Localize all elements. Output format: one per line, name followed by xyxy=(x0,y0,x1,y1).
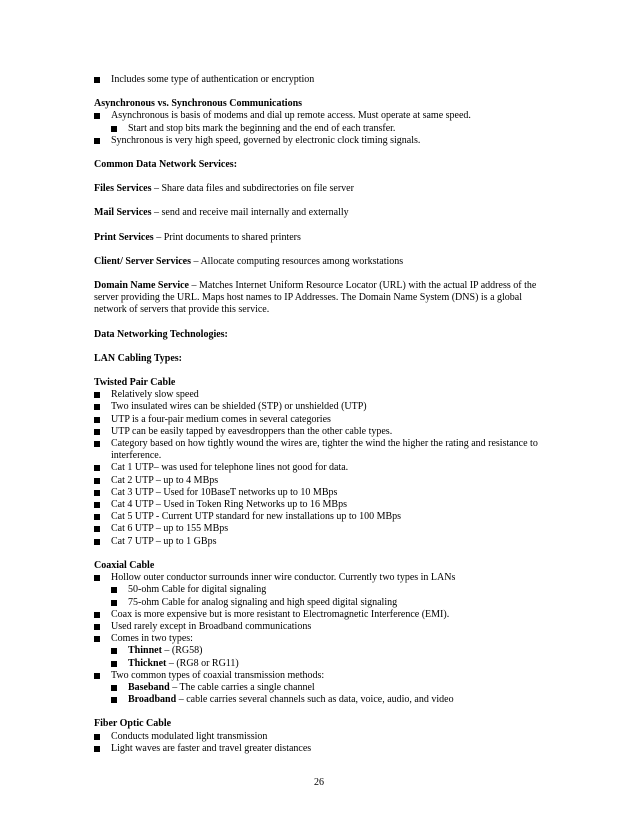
definition-paragraph xyxy=(94,232,544,244)
section-heading: Data Networking Technologies: xyxy=(94,328,228,340)
bullet-item: Cat 1 UTP– was used for telephone lines not good for data. xyxy=(94,462,544,474)
definition-text: – Matches Internet Uniform Resource Locator (URL) with the actual IP address of the server providing the URL. Maps host names to IP Addresses. The Domain Name System (DNS) is a global network of servers that provide this service. xyxy=(94,280,537,316)
bullet-item: UTP can be easily tapped by eavesdroppers than the other cable types. xyxy=(94,426,544,438)
definition-text: – The cable carries a single channel xyxy=(169,681,315,693)
sub-bullet-item xyxy=(94,694,544,706)
definition-paragraph xyxy=(94,207,544,219)
definition-term: Mail Services xyxy=(94,207,152,219)
sub-bullet-item: Start and stop bits mark the beginning and the end of each transfer. xyxy=(94,123,544,135)
definition-term: Domain Name Service xyxy=(94,280,189,292)
bullet-item: Cat 7 UTP – up to 1 GBps xyxy=(94,536,544,548)
bullet-item: Category based on how tightly wound the wires are, tighter the wind the higher the rating and resistance to interference. xyxy=(94,438,544,462)
bullet-item: Used rarely except in Broadband communications xyxy=(94,621,544,633)
section-heading: LAN Cabling Types: xyxy=(94,352,182,364)
definition-text: – (RG8 or RG11) xyxy=(166,657,239,669)
definition-text: – (RG58) xyxy=(161,645,203,657)
bullet-item: Conducts modulated light transmission xyxy=(94,731,544,743)
definition-term: Broadband xyxy=(128,694,177,706)
bullet-item: Cat 2 UTP – up to 4 MBps xyxy=(94,475,544,487)
bullet-item: Cat 3 UTP – Used for 10BaseT networks up to 10 MBps xyxy=(94,487,544,499)
definition-term: Files Services xyxy=(94,183,152,195)
bullet-item: Includes some type of authentication or encryption xyxy=(94,74,544,86)
definition-text: – cable carries several channels such as data, voice, audio, and video xyxy=(176,694,454,706)
subsection-heading: Coaxial Cable xyxy=(94,559,155,571)
definition-text: – send and receive mail internally and externally xyxy=(151,207,349,219)
sub-bullet-item xyxy=(94,682,544,694)
definition-term: Print Services xyxy=(94,231,154,243)
definition-text: – Print documents to shared printers xyxy=(153,231,301,243)
bullet-item: UTP is a four-pair medium comes in several categories xyxy=(94,414,544,426)
definition-paragraph xyxy=(94,280,544,317)
subsection-heading: Twisted Pair Cable xyxy=(94,377,176,389)
section-heading: Common Data Network Services: xyxy=(94,159,238,171)
definition-term: Thinnet xyxy=(128,645,162,657)
bullet-item: Light waves are faster and travel greater distances xyxy=(94,743,544,755)
section-heading: Asynchronous vs. Synchronous Communications xyxy=(94,98,303,110)
page-number: 26 xyxy=(314,777,324,788)
definition-text: – Share data files and subdirectories on file server xyxy=(151,183,354,195)
sub-bullet-item xyxy=(94,645,544,657)
subsection-heading: Fiber Optic Cable xyxy=(94,718,172,730)
bullet-item: Two common types of coaxial transmission methods: xyxy=(94,670,544,682)
document-body xyxy=(94,74,544,755)
sub-bullet-item: 75-ohm Cable for analog signaling and high speed digital signaling xyxy=(94,597,544,609)
bullet-item: Synchronous is very high speed, governed by electronic clock timing signals. xyxy=(94,135,544,147)
sub-bullet-item: 50-ohm Cable for digital signaling xyxy=(94,584,544,596)
definition-paragraph xyxy=(94,256,544,268)
definition-term: Thicknet xyxy=(128,657,167,669)
bullet-item: Cat 4 UTP – Used in Token Ring Networks up to 16 MBps xyxy=(94,499,544,511)
sub-bullet-item xyxy=(94,658,544,670)
bullet-item: Cat 5 UTP - Current UTP standard for new installations up to 100 MBps xyxy=(94,511,544,523)
definition-term: Baseband xyxy=(128,681,170,693)
bullet-item: Two insulated wires can be shielded (STP) or unshielded (UTP) xyxy=(94,401,544,413)
definition-paragraph xyxy=(94,183,544,195)
bullet-item: Hollow outer conductor surrounds inner wire conductor. Currently two types in LANs xyxy=(94,572,544,584)
bullet-item: Asynchronous is basis of modems and dial up remote access. Must operate at same speed. xyxy=(94,110,544,122)
definition-text: – Allocate computing resources among workstations xyxy=(191,255,404,267)
definition-term: Client/ Server Services xyxy=(94,255,192,267)
bullet-item: Cat 6 UTP – up to 155 MBps xyxy=(94,523,544,535)
bullet-item: Coax is more expensive but is more resistant to Electromagnetic Interference (EMI). xyxy=(94,609,544,621)
bullet-item: Comes in two types: xyxy=(94,633,544,645)
bullet-item: Relatively slow speed xyxy=(94,389,544,401)
